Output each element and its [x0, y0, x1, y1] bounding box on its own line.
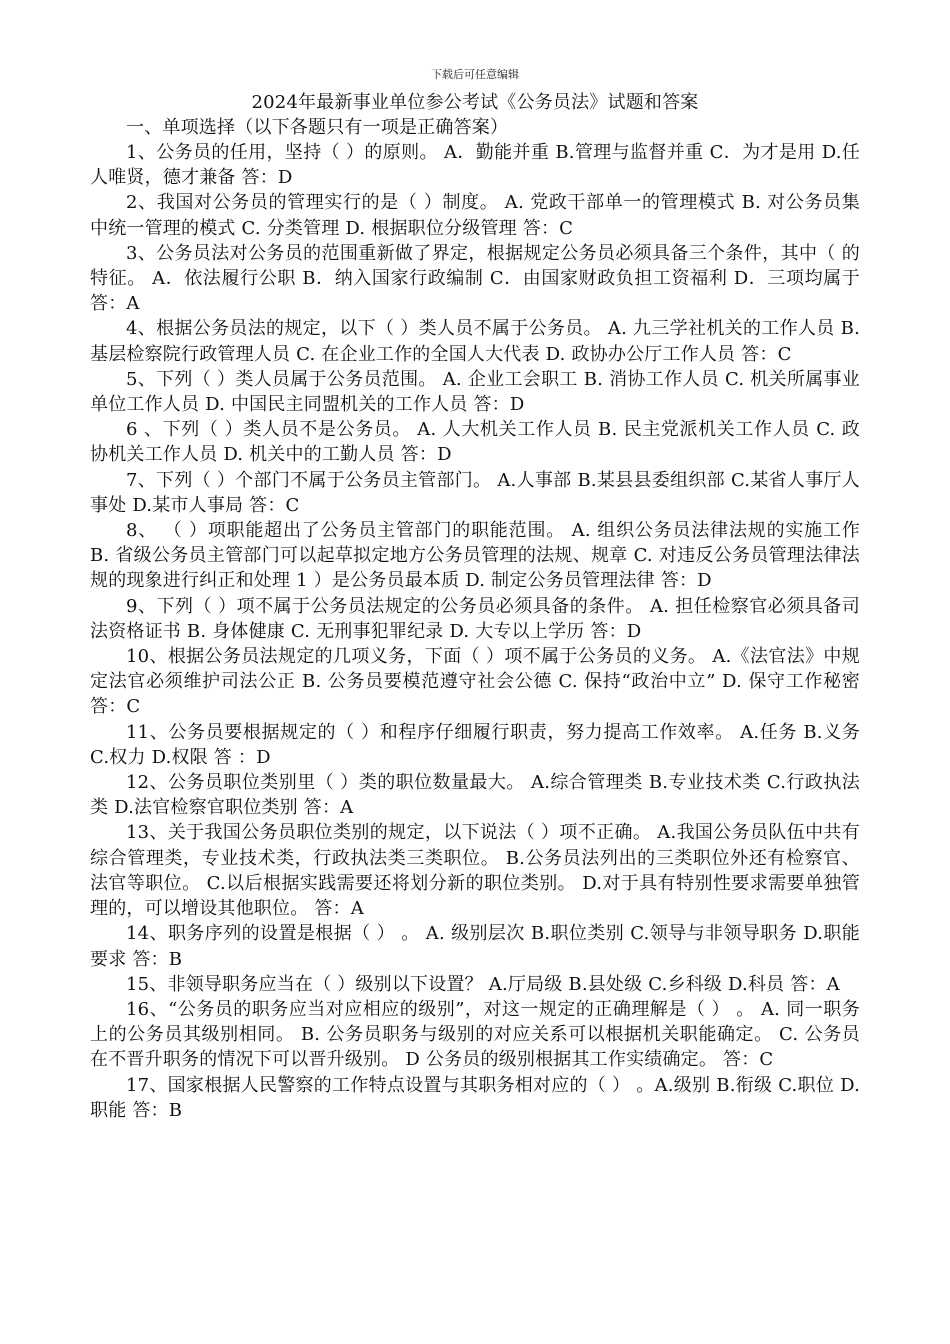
question-item: 12、公务员职位类别里（ ）类的职位数量最大。 A.综合管理类 B.专业技术类 C.行政执法类 D.法官检察官职位类别 答：A	[90, 772, 860, 819]
question-item: 6 、下列（ ）类人员不是公务员。 A. 人大机关工作人员 B. 民主党派机关工作人员 C. 政协机关工作人员 D. 机关中的工勤人员 答：D	[90, 419, 860, 466]
header-note: 下载后可任意编辑	[431, 68, 519, 81]
question-item: 16、“公务员的职务应当对应相应的级别”，对这一规定的正确理解是（ ） 。 A. 同一职务上的公务员其级别相同。 B. 公务员职务与级别的对应关系可以根据机关职能确定。 C. 公务员在不晋升职务的情况下可以晋升级别。 D 公务员的级别根据其工作实绩确定。 答：C	[90, 998, 860, 1071]
question-item: 13、关于我国公务员职位类别的规定，以下说法（ ）项不正确。 A.我国公务员队伍中共有综合管理类，专业技术类，行政执法类三类职位。 B.公务员法列出的三类职位外还有检察官、法官等职位。 C.以后根据实践需要还将划分新的职位类别。 D.对于具有特别性要求需要单独管理的，可以增设其他职位。 答：A	[90, 822, 860, 920]
question-item: 11、公务员要根据规定的（ ）和程序仔细履行职责，努力提高工作效率。 A.任务 B.义务 C.权力 D.权限 答 ：D	[90, 721, 860, 768]
question-item: 3、公务员法对公务员的范围重新做了界定，根据规定公务员必须具备三个条件，其中（ 的特征。 A．依法履行公职 B．纳入国家行政编制 C．由国家财政负担工资福利 D．三项均属于 答：A	[90, 242, 860, 315]
question-item: 8、 （ ）项职能超出了公务员主管部门的职能范围。 A. 组织公务员法律法规的实施工作 B. 省级公务员主管部门可以起草拟定地方公务员管理的法规、规章 C. 对违反公务员管理法律法规的现象进行纠正和处理 1 ）是公务员最本质 D. 制定公务员管理法律 答：D	[90, 520, 860, 592]
section-heading: 一、单项选择（以下各题只有一项是正确答案）	[126, 117, 509, 138]
question-item: 14、职务序列的设置是根据（ ） 。 A. 级别层次 B.职位类别 C.领导与非领导职务 D.职能要求 答：B	[90, 923, 860, 970]
document-title: 2024年最新事业单位参公考试《公务员法》试题和答案	[251, 92, 699, 113]
question-item: 5、下列（ ）类人员属于公务员范围。 A. 企业工会职工 B. 消协工作人员 C. 机关所属事业单位工作人员 D. 中国民主同盟机关的工作人员 答：D	[90, 368, 860, 416]
question-item: 17、国家根据人民警察的工作特点设置与其职务相对应的（ ） 。A.级别 B.衔级 C.职位 D.职能 答：B	[90, 1074, 860, 1121]
question-item: 10、根据公务员法规定的几项义务，下面（ ）项不属于公务员的义务。 A.《法官法》中规定法官必须维护司法公正 B. 公务员要模范遵守社会公德 C. 保持“政治中立” D. 保守工作秘密 答：C	[90, 646, 860, 718]
question-item: 4、根据公务员法的规定，以下（ ）类人员不属于公务员。 A. 九三学社机关的工作人员 B. 基层检察院行政管理人员 C. 在企业工作的全国人大代表 D. 政协办公厅工作人员 答：C	[90, 318, 860, 365]
question-item: 9、下列（ ）项不属于公务员法规定的公务员必须具备的条件。 A. 担任检察官必须具备司法资格证书 B. 身体健康 C. 无刑事犯罪纪录 D. 大专以上学历 答：D	[90, 595, 860, 642]
question-item: 2、我国对公务员的管理实行的是（ ）制度。 A. 党政干部单一的管理模式 B. 对公务员集中统一管理的模式 C. 分类管理 D. 根据职位分级管理 答：C	[90, 192, 860, 239]
question-item: 7、下列（ ）个部门不属于公务员主管部门。 A.人事部 B.某县县委组织部 C.某省人事厅人事处 D.某市人事局 答：C	[90, 469, 860, 516]
question-item: 1、公务员的任用，坚持（ ）的原则。 A．勤能并重 B.管理与监督并重 C．为才是用 D.任人唯贤，德才兼备 答：D	[90, 142, 860, 189]
question-item: 15、非领导职务应当在（ ）级别以下设置？ A.厅局级 B.县处级 C.乡科级 D.科员 答：A	[126, 973, 840, 995]
document-body	[90, 90, 860, 1123]
